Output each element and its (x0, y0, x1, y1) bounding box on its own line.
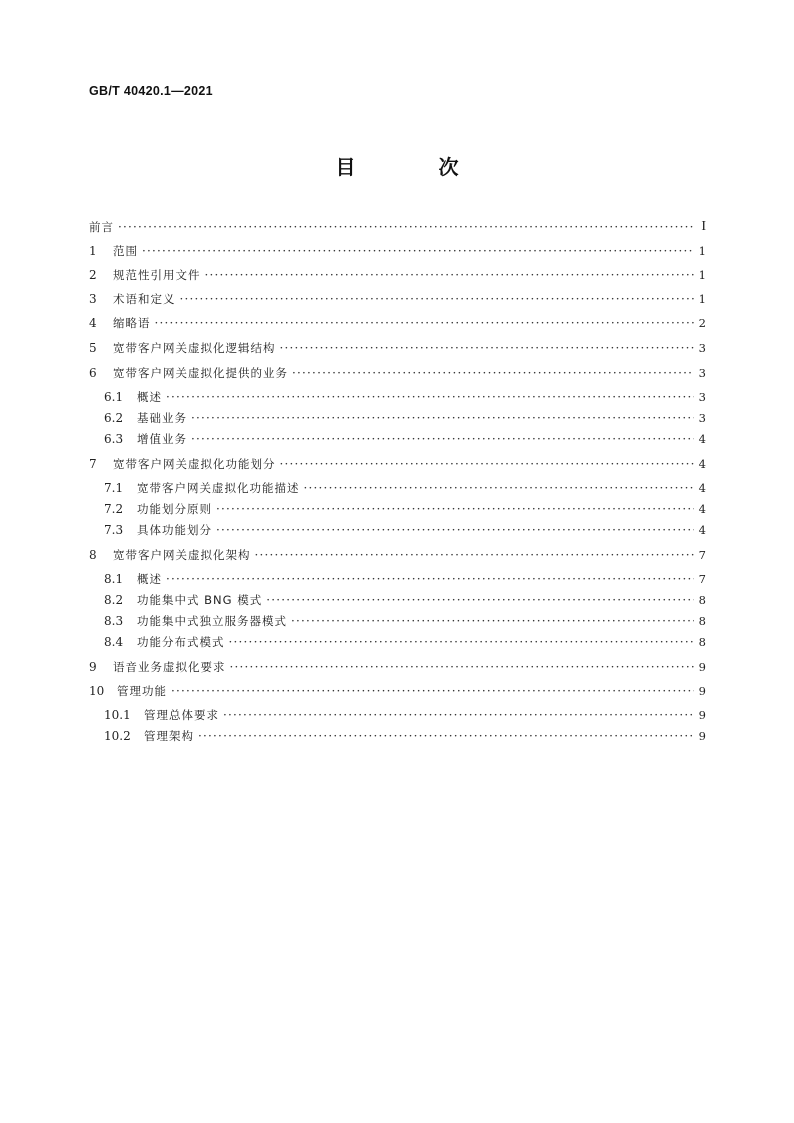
toc-entry-text: 功能集中式独立服务器模式 (137, 614, 287, 628)
toc-entry-text: 术语和定义 (113, 292, 176, 306)
toc-entry-number: 3 (89, 292, 97, 306)
toc-leader-dots (229, 634, 695, 650)
toc-entry[interactable] (104, 707, 706, 723)
toc-entry-number: 8.1 (104, 572, 124, 586)
toc-entry-text: 宽带客户网关虚拟化架构 (113, 548, 251, 562)
toc-entry-text: 宽带客户网关虚拟化逻辑结构 (113, 341, 276, 355)
toc-entry-number: 8.3 (104, 614, 124, 628)
toc-entry-page: 4 (698, 432, 706, 446)
toc-leader-dots (198, 728, 694, 744)
toc-leader-dots (292, 365, 694, 381)
toc-entry-number: 9 (89, 660, 97, 674)
toc-entry-text: 功能集中式 BNG 模式 (137, 593, 263, 607)
toc-entry-number: 4 (89, 316, 97, 330)
toc-entry-text: 功能划分原则 (137, 502, 212, 516)
toc-entry-number: 8.2 (104, 593, 124, 607)
toc-entry-text: 宽带客户网关虚拟化功能描述 (137, 481, 300, 495)
toc-entry-page: 1 (698, 244, 706, 258)
toc-entry[interactable] (89, 365, 706, 381)
toc-entry-number: 10 (89, 684, 105, 698)
toc-entry-number: 8.4 (104, 635, 124, 649)
toc-entry[interactable] (104, 728, 706, 744)
toc-entry-text: 语音业务虚拟化要求 (113, 660, 226, 674)
toc-leader-dots (216, 522, 694, 538)
toc-entry[interactable] (104, 389, 706, 405)
toc-entry-page: 4 (698, 481, 706, 495)
toc-entry-text: 规范性引用文件 (113, 268, 201, 282)
toc-entry[interactable] (104, 431, 706, 447)
toc-entry-number: 6.1 (104, 390, 124, 404)
toc-entry[interactable] (89, 219, 706, 235)
toc-entry-page: 9 (698, 708, 706, 722)
toc-entry[interactable] (89, 291, 706, 307)
toc-leader-dots (216, 501, 694, 517)
toc-entry[interactable] (89, 267, 706, 283)
toc-entry[interactable] (89, 456, 706, 472)
toc-entry-text: 具体功能划分 (137, 523, 212, 537)
toc-entry-text: 宽带客户网关虚拟化功能划分 (113, 457, 276, 471)
toc-entry-number: 1 (89, 244, 97, 258)
toc-entry-number: 7 (89, 457, 97, 471)
toc-entry-page: 4 (698, 457, 706, 471)
toc-entry-page: I (701, 219, 706, 234)
toc-entry[interactable] (89, 315, 706, 331)
toc-entry-text: 宽带客户网关虚拟化提供的业务 (113, 366, 288, 380)
toc-entry-page: 7 (698, 548, 706, 562)
toc-entry-page: 4 (698, 523, 706, 537)
toc-entry[interactable] (104, 410, 706, 426)
toc-entry-number: 10.2 (104, 729, 131, 743)
toc-entry-number: 10.1 (104, 708, 131, 722)
toc-entry[interactable] (104, 522, 706, 538)
toc-entry-page: 3 (698, 411, 706, 425)
toc-entry-text: 概述 (137, 572, 162, 586)
toc-leader-dots (266, 592, 694, 608)
toc-entry-number: 6 (89, 366, 97, 380)
toc-entry-text: 管理功能 (117, 684, 167, 698)
toc-entry-number: 7.3 (104, 523, 124, 537)
toc-entry-text: 缩略语 (113, 316, 151, 330)
toc-leader-dots (180, 291, 695, 307)
toc-entry-page: 2 (698, 316, 706, 330)
toc-entry[interactable] (89, 340, 706, 356)
toc-leader-dots (205, 267, 695, 283)
toc-leader-dots (280, 340, 695, 356)
toc-leader-dots (166, 571, 694, 587)
toc-entry[interactable] (89, 547, 706, 563)
toc-entry-page: 1 (698, 268, 706, 282)
toc-entry-page: 3 (698, 341, 706, 355)
toc-entry-page: 9 (698, 684, 706, 698)
toc-entry-page: 4 (698, 502, 706, 516)
toc-entry-page: 3 (698, 366, 706, 380)
toc-leader-dots (191, 431, 694, 447)
toc-entry-page: 8 (698, 614, 706, 628)
toc-entry[interactable] (104, 634, 706, 650)
toc-entry[interactable] (104, 613, 706, 629)
toc-entry[interactable] (89, 683, 706, 699)
toc-entry-text: 基础业务 (137, 411, 187, 425)
toc-entry-page: 9 (698, 729, 706, 743)
toc-entry-page: 8 (698, 593, 706, 607)
toc-entry-number: 6.2 (104, 411, 124, 425)
toc-entry-page: 7 (698, 572, 706, 586)
toc-entry[interactable] (89, 659, 706, 675)
toc-entry-page: 1 (698, 292, 706, 306)
toc-entry-page: 8 (698, 635, 706, 649)
toc-leader-dots (223, 707, 694, 723)
toc-leader-dots (118, 219, 694, 235)
toc-leader-dots (142, 243, 694, 259)
toc-leader-dots (304, 480, 695, 496)
toc-leader-dots (191, 410, 694, 426)
toc-entry[interactable] (104, 501, 706, 517)
toc-entry-text: 增值业务 (137, 432, 187, 446)
toc-entry-number: 6.3 (104, 432, 124, 446)
toc-entry-number: 7.2 (104, 502, 124, 516)
toc-entry-number: 8 (89, 548, 97, 562)
toc-entry-text: 前言 (89, 220, 114, 234)
toc-entry-number: 5 (89, 341, 97, 355)
toc-leader-dots (155, 315, 695, 331)
toc-leader-dots (166, 389, 694, 405)
toc-leader-dots (280, 456, 695, 472)
toc-leader-dots (255, 547, 695, 563)
toc-entry-number: 7.1 (104, 481, 124, 495)
toc-entry[interactable] (104, 480, 706, 496)
toc-entry-text: 概述 (137, 390, 162, 404)
toc-entry-text: 功能分布式模式 (137, 635, 225, 649)
toc-entry[interactable] (104, 571, 706, 587)
toc-leader-dots (230, 659, 695, 675)
toc-entry[interactable] (89, 243, 706, 259)
toc-leader-dots (171, 683, 694, 699)
toc-entry-page: 3 (698, 390, 706, 404)
toc-entry-text: 管理架构 (144, 729, 194, 743)
toc-entry-text: 管理总体要求 (144, 708, 219, 722)
toc-entry-number: 2 (89, 268, 97, 282)
page-title: 目 次 (335, 155, 497, 179)
toc-entry[interactable] (104, 592, 706, 608)
toc-entry-text: 范围 (113, 244, 138, 258)
toc-entry-page: 9 (698, 660, 706, 674)
toc-leader-dots (291, 613, 694, 629)
standard-code: GB/T 40420.1—2021 (89, 84, 213, 98)
